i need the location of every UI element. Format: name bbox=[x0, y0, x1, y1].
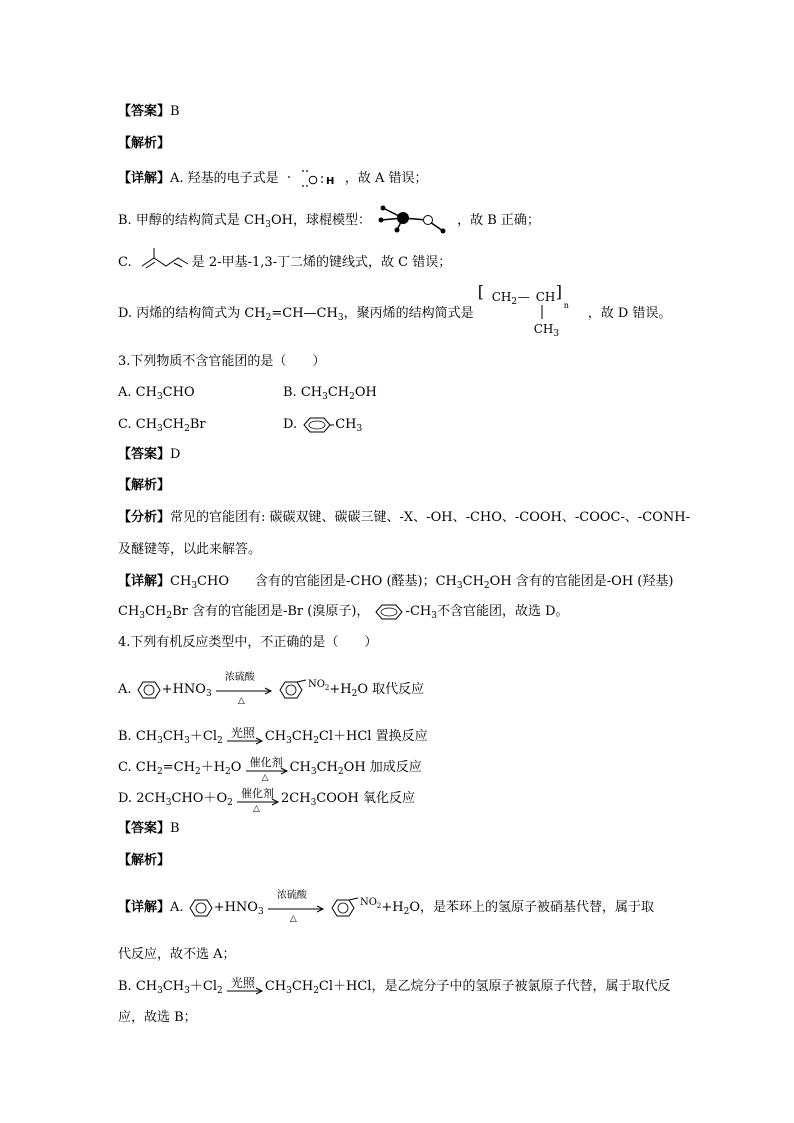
q4-b-6: Cl＋HCl 置换反应 bbox=[318, 729, 428, 744]
detail-line-a bbox=[118, 170, 427, 188]
q3-detail-line1: 【详解】$CH_3CHO$ 含有的官能团是-CHO (醛基)；$CH_3CH_2OH$ 含有的官能团是-OH (羟基) bbox=[118, 574, 674, 591]
no2-group: NO2 bbox=[307, 679, 330, 692]
reaction-condition: 浓硫酸 bbox=[224, 672, 255, 683]
q4-d-3: 2CH bbox=[281, 791, 311, 806]
q4-detail-b: B. $CH_3CH_3+Cl_2$ 光照 $CH_3CH_2Cl+HCl$，是乙烷分子中的氢原子被氯原子代替，属于取代反 bbox=[118, 976, 671, 996]
q3-stem: 3.下列物质不含官能团的是（ ） bbox=[118, 354, 326, 369]
q4-d-4: COOH 氧化反应 bbox=[316, 791, 416, 806]
q4-a-label: A. bbox=[118, 682, 132, 697]
benzene-hexagon-icon bbox=[188, 898, 214, 918]
q3-fenxi-line bbox=[118, 509, 690, 527]
detail-label: 【详解】 bbox=[118, 171, 171, 186]
poly-ch3-text: CH bbox=[533, 322, 554, 336]
analysis-label: 【解析】 bbox=[118, 136, 171, 151]
q4-db-2: CH bbox=[162, 979, 185, 994]
q3-answer-label: 【答案】 bbox=[118, 447, 171, 462]
q4-db-5: CH bbox=[291, 979, 314, 994]
benzene-hexagon-icon bbox=[278, 680, 308, 700]
q3-answer-line bbox=[118, 446, 180, 464]
q3-option-a: A. $CH_3CHO$ bbox=[118, 385, 195, 402]
poly-n: n bbox=[563, 301, 569, 310]
q4-d-2: CHO＋O bbox=[171, 791, 228, 806]
no2-group: NO2 bbox=[359, 897, 382, 910]
q4-c-6: CH bbox=[316, 760, 338, 775]
arrow-icon bbox=[216, 688, 274, 698]
detail-d-text: D. 丙烯的结构简式为 CH bbox=[118, 306, 266, 321]
answer-line-q2 bbox=[118, 103, 180, 121]
q3-opt-a-rest: CHO bbox=[162, 385, 195, 400]
q3-fenxi-label: 【分析】 bbox=[118, 510, 171, 525]
q3-detail-1c: CH bbox=[462, 574, 484, 589]
q4-c-4: O bbox=[230, 760, 242, 775]
detail-line-d: D. 丙烯的结构简式为 $CH_2=CH—CH_3$，聚丙烯的结构简式是 [ $CH_2$ — CH ] n $CH_3$ ，故 D 错误。 bbox=[118, 282, 672, 339]
q4-da-hno3: +HNO bbox=[213, 900, 258, 915]
poly-ch3: $CH_3$ bbox=[533, 322, 560, 339]
q4-a-h2o: +H bbox=[329, 682, 352, 697]
q4-db-4: CH bbox=[264, 979, 287, 994]
q3-detail-2c: Br 含有的官能团是-Br (溴原子)， bbox=[172, 604, 370, 619]
q4-c-7: OH 加成反应 bbox=[343, 760, 422, 775]
q4-stem: 4.下列有机反应类型中，不正确的是（ ） bbox=[118, 635, 378, 650]
q4-c-3: ＋H bbox=[200, 760, 226, 775]
detail-a-suffix: ，故 A 错误； bbox=[344, 171, 428, 186]
svg-text:H: H bbox=[325, 176, 335, 187]
ball-stick-model-icon bbox=[375, 204, 457, 234]
q4-a-hno3: +HNO bbox=[161, 682, 206, 697]
nitrobenzene-ring-icon bbox=[330, 899, 360, 917]
q4-option-b: B. $CH_3CH_3+Cl_2$ 光照 $CH_3CH_2Cl+HCl$ 置换反应 bbox=[118, 726, 428, 746]
benzene-ring-icon bbox=[188, 899, 214, 917]
q4-c-1: C. CH bbox=[118, 760, 158, 775]
detail-d-mid: =CH—CH bbox=[271, 306, 338, 321]
reaction-arrow-c bbox=[246, 756, 290, 783]
reaction-arrow-da bbox=[268, 890, 326, 924]
detail-c-text: C. bbox=[118, 255, 132, 270]
benzene-hexagon-icon bbox=[330, 898, 360, 918]
detail-b-suffix: ，故 B 正确； bbox=[457, 213, 540, 228]
q4-detail-a-line2: 代反应，故不选 A； bbox=[118, 947, 236, 962]
q3-option-c: C. $CH_3CH_2Br$ bbox=[118, 417, 206, 434]
detail-c-suffix: 是 2-甲基-1,3-丁二烯的键线式，故 C 错误； bbox=[191, 255, 452, 270]
q4-db-3: ＋Cl bbox=[189, 979, 217, 994]
reaction-condition: 浓硫酸 bbox=[276, 890, 307, 901]
q3-detail-2b: CH bbox=[145, 604, 167, 619]
q4-c-2: =CH bbox=[162, 760, 195, 775]
q4-analysis-label: 【解析】 bbox=[118, 853, 171, 868]
arrow-icon bbox=[227, 988, 265, 998]
q4-b-3: ＋Cl bbox=[189, 729, 217, 744]
q3-detail-2d: -CH bbox=[405, 604, 432, 619]
q3-opt-c-rest: CH bbox=[162, 417, 185, 432]
detail-d-suffix: ，故 D 错误。 bbox=[587, 306, 672, 321]
q3-detail-1b: CHO 含有的官能团是-CHO (醛基)；CH bbox=[197, 574, 457, 589]
q4-option-d: D. $2CH_3CHO+O_2$ 催化剂 △ $2CH_3COOH$ 氧化反应 bbox=[118, 790, 415, 808]
answer-label: 【答案】 bbox=[118, 104, 171, 119]
reaction-condition: 催化剂 bbox=[249, 756, 283, 769]
q3-opt-b-rest2: OH bbox=[354, 385, 377, 400]
q3-detail-line2: $CH_3CH_2Br$ 含有的官能团是-Br (溴原子)， $-CH_3$不含官能团，故选 D。 bbox=[118, 604, 569, 621]
detail-line-c bbox=[118, 254, 451, 272]
reaction-arrow-b bbox=[227, 728, 265, 746]
q3-fenxi-line2: 及醚键等，以此来解答。 bbox=[118, 542, 262, 557]
q4-db-tail: Cl＋HCl，是乙烷分子中的氢原子被氯原子代替，属于取代反 bbox=[318, 979, 671, 994]
arrow-icon bbox=[227, 738, 265, 748]
detail-d-mid2: ，聚丙烯的结构简式是 bbox=[343, 306, 474, 321]
q3-opt-c-text: C. CH bbox=[118, 417, 158, 432]
q4-b-1: B. CH bbox=[118, 729, 158, 744]
hydroxyl-electron-formula bbox=[283, 170, 345, 188]
q4-b-2: CH bbox=[162, 729, 185, 744]
nitrobenzene-ring-icon bbox=[278, 681, 308, 699]
q4-detail-a: 【详解】A. $+HNO_3$ 浓硫酸 △ $^{NO_2}+H_2O$，是苯环上的氢原子被硝基代替，属于取 bbox=[118, 899, 654, 918]
q4-option-a: A. $+HNO_3$ 浓硫酸 △ $^{NO_2}+H_2O$ 取代反应 bbox=[118, 681, 424, 700]
q4-detail-label: 【详解】 bbox=[118, 900, 171, 915]
bracket-right: ] bbox=[555, 282, 562, 301]
answer-value: B bbox=[170, 104, 180, 119]
q4-b-5: CH bbox=[291, 729, 314, 744]
heat-symbol: △ bbox=[289, 914, 297, 924]
q4-detail-b-line2: 应，故选 B； bbox=[118, 1010, 197, 1025]
q3-detail-1: CH bbox=[170, 574, 192, 589]
reaction-condition: 催化剂 bbox=[241, 787, 274, 800]
no2-text: NO bbox=[307, 679, 325, 690]
detail-a-text: A. 羟基的电子式是 bbox=[170, 171, 279, 186]
q3-fenxi-text: 常见的官能团有: 碳碳双键、碳碳三键、-X、-OH、-CHO、-COOH、-COOC-、-CONH- bbox=[170, 510, 690, 525]
heat-symbol: △ bbox=[253, 804, 260, 814]
poly-bond bbox=[541, 305, 545, 321]
q3-detail-2e: 不含官能团，故选 D。 bbox=[436, 604, 569, 619]
benzene-hexagon-icon bbox=[301, 416, 335, 434]
q3-analysis-label: 【解析】 bbox=[118, 478, 171, 493]
heat-symbol: △ bbox=[261, 773, 269, 783]
q4-answer-line bbox=[118, 820, 180, 838]
q4-c-5: CH bbox=[289, 760, 311, 775]
reaction-condition: 光照 bbox=[230, 726, 255, 740]
isoprene-skeletal-formula bbox=[136, 254, 192, 272]
q4-a-h2o-rest: O 取代反应 bbox=[357, 682, 425, 697]
q3-option-d: D. $CH_3$ bbox=[283, 417, 363, 434]
q3-detail-1d: OH 含有的官能团是-OH (羟基) bbox=[489, 574, 674, 589]
reaction-arrow-db bbox=[227, 978, 265, 996]
benzene-ring-icon bbox=[301, 416, 335, 434]
bracket-left: [ bbox=[477, 282, 484, 301]
q3-answer-value: D bbox=[170, 447, 181, 462]
q4-b-4: CH bbox=[264, 729, 287, 744]
poly-ch2: $CH_2$ bbox=[491, 290, 518, 307]
q3-opt-d-rest: CH bbox=[335, 417, 357, 432]
reaction-arrow-d bbox=[237, 787, 281, 814]
q4-d-1: D. 2CH bbox=[118, 791, 166, 806]
q4-db-1: B. CH bbox=[118, 979, 158, 994]
q4-da-label: A. bbox=[170, 900, 184, 915]
q4-option-c: C. $CH_2=CH_2+H_2O$ 催化剂 △ $CH_3CH_2OH$ 加成反应 bbox=[118, 759, 422, 777]
detail-line-b: B. 甲醇的结构简式是 $CH_3OH$，球棍模型： ，故 B 正确； bbox=[118, 212, 540, 230]
polypropylene-formula bbox=[477, 282, 588, 339]
q3-opt-c-rest2: Br bbox=[189, 417, 206, 432]
q3-opt-b-text: B. CH bbox=[283, 385, 323, 400]
q4-da-tail: O，是苯环上的氢原子被硝基代替，属于取 bbox=[409, 900, 655, 915]
reaction-condition: 光照 bbox=[230, 976, 255, 990]
poly-dash: — bbox=[517, 290, 530, 304]
benzene-ring-icon bbox=[374, 603, 406, 621]
q3-opt-b-rest: CH bbox=[327, 385, 350, 400]
no2-text: NO bbox=[359, 897, 377, 908]
q4-answer-label: 【答案】 bbox=[118, 821, 171, 836]
benzene-hexagon-icon bbox=[374, 603, 406, 621]
q3-detail-label: 【详解】 bbox=[118, 574, 171, 589]
ball-stick-model bbox=[375, 212, 457, 230]
q4-da-h2o: +H bbox=[381, 900, 404, 915]
isoprene-skeletal-icon bbox=[142, 248, 198, 272]
poly-ch: CH bbox=[535, 290, 556, 304]
detail-b-mid: OH，球棍模型： bbox=[270, 213, 371, 228]
arrow-icon bbox=[268, 906, 326, 916]
q3-opt-a-text: A. CH bbox=[118, 385, 157, 400]
q3-detail-2a: CH bbox=[118, 604, 140, 619]
poly-ch2-text: CH bbox=[491, 290, 512, 304]
q4-answer-value: B bbox=[170, 821, 180, 836]
reaction-arrow-a bbox=[216, 672, 274, 706]
hydroxyl-electron-formula-icon bbox=[283, 170, 345, 188]
detail-b-text: B. 甲醇的结构简式是 CH bbox=[118, 213, 266, 228]
q3-option-b: B. $CH_3CH_2OH$ bbox=[283, 385, 377, 402]
heat-symbol: △ bbox=[237, 696, 245, 706]
q3-opt-d-text: D. bbox=[283, 417, 298, 432]
benzene-hexagon-icon bbox=[136, 680, 162, 700]
benzene-ring-icon bbox=[136, 681, 162, 699]
